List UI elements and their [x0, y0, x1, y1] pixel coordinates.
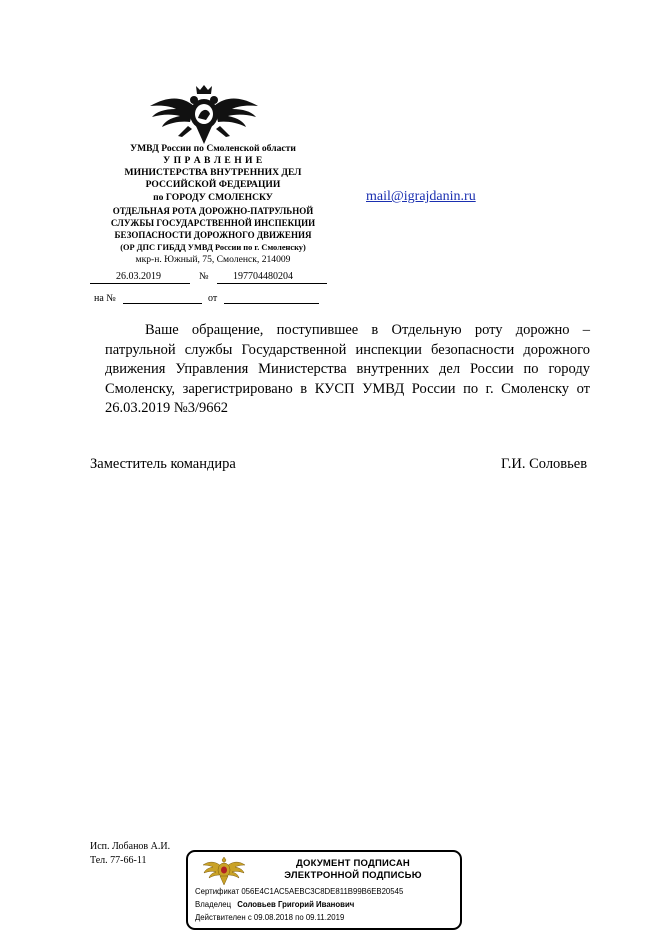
header-line-ministry: МИНИСТЕРСТВА ВНУТРЕННИХ ДЕЛ: [124, 167, 302, 178]
electronic-signature-stamp: [186, 850, 462, 930]
reference-date-label: от: [208, 293, 218, 304]
eagle-emblem-icon: [202, 856, 246, 886]
stamp-validity: Действителен с 09.08.2018 по 09.11.2019: [195, 913, 345, 922]
body-paragraph: Ваше обращение, поступившее в Отдельную роту дорожно – патрульной службы Государственной инспекции безопасности дорожного движения Управления Министерства внутренних дел России по городу Смоленску, зарегистрировано в КУСП УМВД России по г. Смоленску от 26.03.2019 №3/9662: [105, 322, 590, 416]
header-line-address: мкр-н. Южный, 75, Смоленск, 214009: [135, 254, 291, 265]
registration-date: 26.03.2019: [116, 271, 161, 282]
stamp-owner-label: Владелец: [195, 900, 232, 909]
reference-date-underline: [224, 303, 319, 304]
stamp-title-line1: ДОКУМЕНТ ПОДПИСАН: [296, 858, 410, 869]
header-line-city: по ГОРОДУ СМОЛЕНСКУ: [153, 192, 273, 203]
stamp-title-line2: ЭЛЕКТРОННОЙ ПОДПИСЬЮ: [284, 870, 422, 881]
reference-number-label: на №: [94, 293, 116, 304]
stamp-owner: [195, 900, 354, 909]
header-line-safety: БЕЗОПАСНОСТИ ДОРОЖНОГО ДВИЖЕНИЯ: [114, 230, 312, 240]
mvd-emblem-icon: [148, 84, 260, 146]
registration-number: 197704480204: [233, 271, 293, 282]
signatory-title: Заместитель командира: [90, 456, 236, 472]
stamp-owner-name: Соловьев Григорий Иванович: [237, 900, 355, 909]
number-sign-label: №: [199, 271, 209, 282]
header-line-department: УМВД России по Смоленской области: [130, 143, 296, 154]
header-line-directorate: У П Р А В Л Е Н И Е: [163, 155, 263, 166]
executor-phone: Тел. 77-66-11: [90, 855, 147, 866]
number-underline: [217, 283, 327, 284]
header-line-unit: ОТДЕЛЬНАЯ РОТА ДОРОЖНО-ПАТРУЛЬНОЙ: [112, 206, 314, 216]
date-underline: [90, 283, 190, 284]
header-line-federation: РОССИЙСКОЙ ФЕДЕРАЦИИ: [145, 179, 281, 190]
signatory-name: Г.И. Соловьев: [501, 456, 588, 472]
recipient-email-link[interactable]: mail@igrajdanin.ru: [366, 189, 476, 204]
executor-name: Исп. Лобанов А.И.: [90, 841, 171, 852]
header-line-abbreviation: (ОР ДПС ГИБДД УМВД России по г. Смоленску): [120, 243, 306, 252]
reference-number-underline: [123, 303, 202, 304]
header-line-service: СЛУЖБЫ ГОСУДАРСТВЕННОЙ ИНСПЕКЦИИ: [110, 218, 316, 228]
stamp-certificate: Сертификат 056E4C1AC5AEBC3C8DE811B99B6EB20545: [195, 887, 404, 896]
